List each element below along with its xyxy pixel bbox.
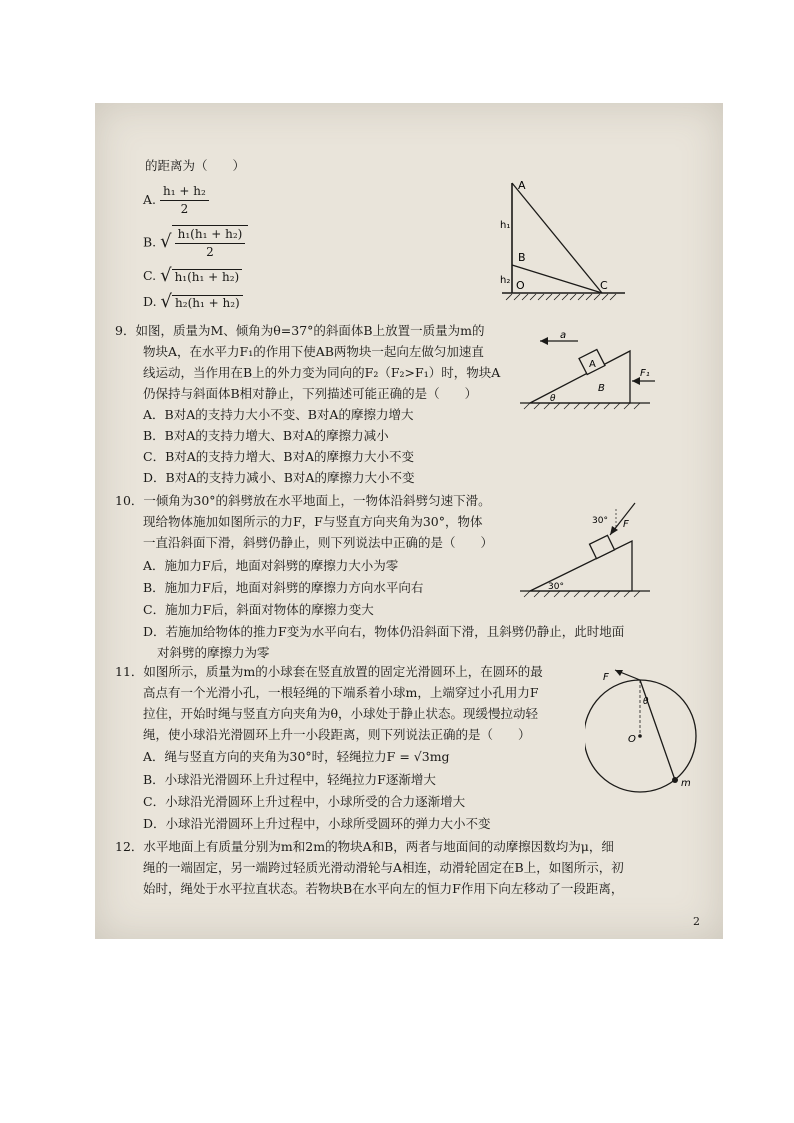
q8-option-d-expr: h₂(h₁ + h₂) (172, 295, 243, 310)
q12-line-1: 12．水平地面上有质量分别为m和2m的物块A和B，两者与地面间的动摩擦因数均为μ，细 (115, 839, 614, 854)
q8-fig-label-o: O (516, 279, 525, 292)
q8-option-b-denominator: 2 (206, 245, 214, 259)
q11-line-1: 11．如图所示，质量为m的小球套在竖直放置的固定光滑圆环上，在圆环的最 (115, 664, 543, 679)
radical-sign-icon: √ (160, 291, 173, 312)
q10-line-2: 现给物体施加如图所示的力F，F与竖直方向夹角为30°，物体 (143, 514, 483, 529)
q11-fig-label-o: O (628, 734, 636, 745)
q8-option-b-label: B. (143, 234, 157, 250)
q10-option-b: B．施加力F后，地面对斜劈的摩擦力方向水平向右 (143, 580, 424, 595)
q9-line-4: 仍保持与斜面体B相对静止，下列描述可能正确的是（ ） (143, 386, 478, 401)
q8-option-a-fraction (160, 183, 209, 218)
q10-option-c: C．施加力F后，斜面对物体的摩擦力变大 (143, 602, 374, 617)
q9-figure (520, 331, 660, 411)
q8-option-b-fraction (175, 226, 246, 261)
q9-option-a: A．B对A的支持力大小不变、B对A的摩擦力增大 (143, 407, 414, 422)
page-number: 2 (693, 915, 700, 928)
q12-line-2: 绳的一端固定，另一端跨过轻质光滑动滑轮与A相连，动滑轮固定在B上，如图所示，初 (143, 860, 624, 875)
q10-fig-label-angle-top: 30° (592, 516, 608, 526)
q11-line-4: 绳，使小球沿光滑圆环上升一小段距离，则下列说法正确的是（ ） (143, 727, 531, 742)
q8-stem-tail: 的距离为（ ） (145, 158, 246, 173)
q11-line-3: 拉住，开始时绳与竖直方向夹角为θ，小球处于静止状态。现缓慢拉动轻 (143, 706, 539, 721)
q11-option-b: B．小球沿光滑圆环上升过程中，轻绳拉力F逐渐增大 (143, 772, 436, 787)
q9-option-b: B．B对A的支持力增大、B对A的摩擦力减小 (143, 428, 389, 443)
radical-sign-icon: √ (160, 231, 172, 252)
q9-option-d: D．B对A的支持力减小、B对A的摩擦力大小不变 (143, 470, 415, 485)
q11-option-a: A．绳与竖直方向的夹角为30°时，轻绳拉力F = √3mg (143, 749, 450, 764)
q10-figure (520, 501, 655, 601)
q8-option-d (143, 293, 243, 312)
q9-fig-label-block-a: A (589, 359, 596, 370)
q9-fig-label-theta: θ (550, 394, 556, 404)
q8-fig-label-a: A (518, 179, 526, 192)
q10-option-a: A．施加力F后，地面对斜劈的摩擦力大小为零 (143, 558, 399, 573)
q8-fig-label-b: B (518, 251, 526, 264)
q11-option-c: C．小球沿光滑圆环上升过程中，小球所受的合力逐渐增大 (143, 794, 466, 809)
q8-option-b-sqrt (160, 225, 248, 261)
q10-line-1: 10．一倾角为30°的斜劈放在水平地面上，一物体沿斜劈匀速下滑。 (115, 493, 491, 508)
q9-line-3: 线运动，当作用在B上的外力变为同向的F₂（F₂>F₁）时，物块A (143, 365, 501, 380)
q8-figure (500, 173, 635, 308)
q11-figure (585, 668, 720, 798)
q9-line-1: 9．如图，质量为M、倾角为θ=37°的斜面体B上放置一质量为m的 (115, 323, 485, 338)
q8-option-d-sqrt (161, 293, 243, 312)
q11-line-2: 高点有一个光滑小孔，一根轻绳的下端系着小球m，上端穿过小孔用力F (143, 685, 539, 700)
q10-fig-label-f: F (623, 519, 629, 530)
q8-option-a-label: A. (143, 192, 157, 207)
q11-option-d: D．小球沿光滑圆环上升过程中，小球所受圆环的弹力大小不变 (143, 816, 491, 831)
exam-page (95, 103, 723, 939)
q8-option-c (143, 267, 242, 286)
q8-fig-label-h2: h₂ (500, 275, 511, 286)
q9-line-2: 物块A，在水平力F₁的作用下使AB两物块一起向左做匀加速直 (143, 344, 484, 359)
q8-option-c-sqrt (160, 267, 242, 286)
q11-fig-label-m: m (681, 778, 691, 789)
q8-option-c-expr: h₁(h₁ + h₂) (172, 269, 243, 284)
q8-option-a-denominator: 2 (180, 202, 189, 216)
q8-fig-label-h1: h₁ (500, 220, 511, 231)
q8-option-a (143, 183, 209, 218)
q8-option-c-label: C. (143, 268, 157, 283)
q10-option-d-line-1: D．若施加给物体的推力F变为水平向右，物体仍沿斜面下滑，且斜劈仍静止，此时地面 (143, 624, 625, 639)
q10-option-d-line-2: 对斜劈的摩擦力为零 (157, 645, 270, 660)
q8-option-b-numerator: h₁(h₁ + h₂) (175, 226, 246, 244)
q8-option-a-numerator: h₁ + h₂ (160, 183, 209, 201)
q8-option-b (143, 225, 248, 261)
q12-line-3: 始时，绳处于水平拉直状态。若物块B在水平向左的恒力F作用下向左移动了一段距离， (143, 881, 624, 896)
q9-fig-label-a-accel: a (560, 331, 567, 341)
q10-line-3: 一直沿斜面下滑，斜劈仍静止，则下列说法中正确的是（ ） (143, 535, 494, 550)
q9-option-c: C．B对A的支持力增大、B对A的摩擦力大小不变 (143, 449, 414, 464)
q9-fig-label-b: B (598, 383, 605, 394)
q10-fig-label-angle-bottom: 30° (548, 582, 564, 592)
q9-fig-label-f1: F₁ (640, 368, 650, 379)
radical-sign-icon: √ (160, 265, 172, 286)
q8-option-d-label: D. (143, 294, 157, 309)
q11-fig-label-theta: θ (643, 697, 649, 707)
q8-fig-label-c: C (600, 279, 608, 292)
q11-fig-label-f: F (603, 672, 609, 683)
